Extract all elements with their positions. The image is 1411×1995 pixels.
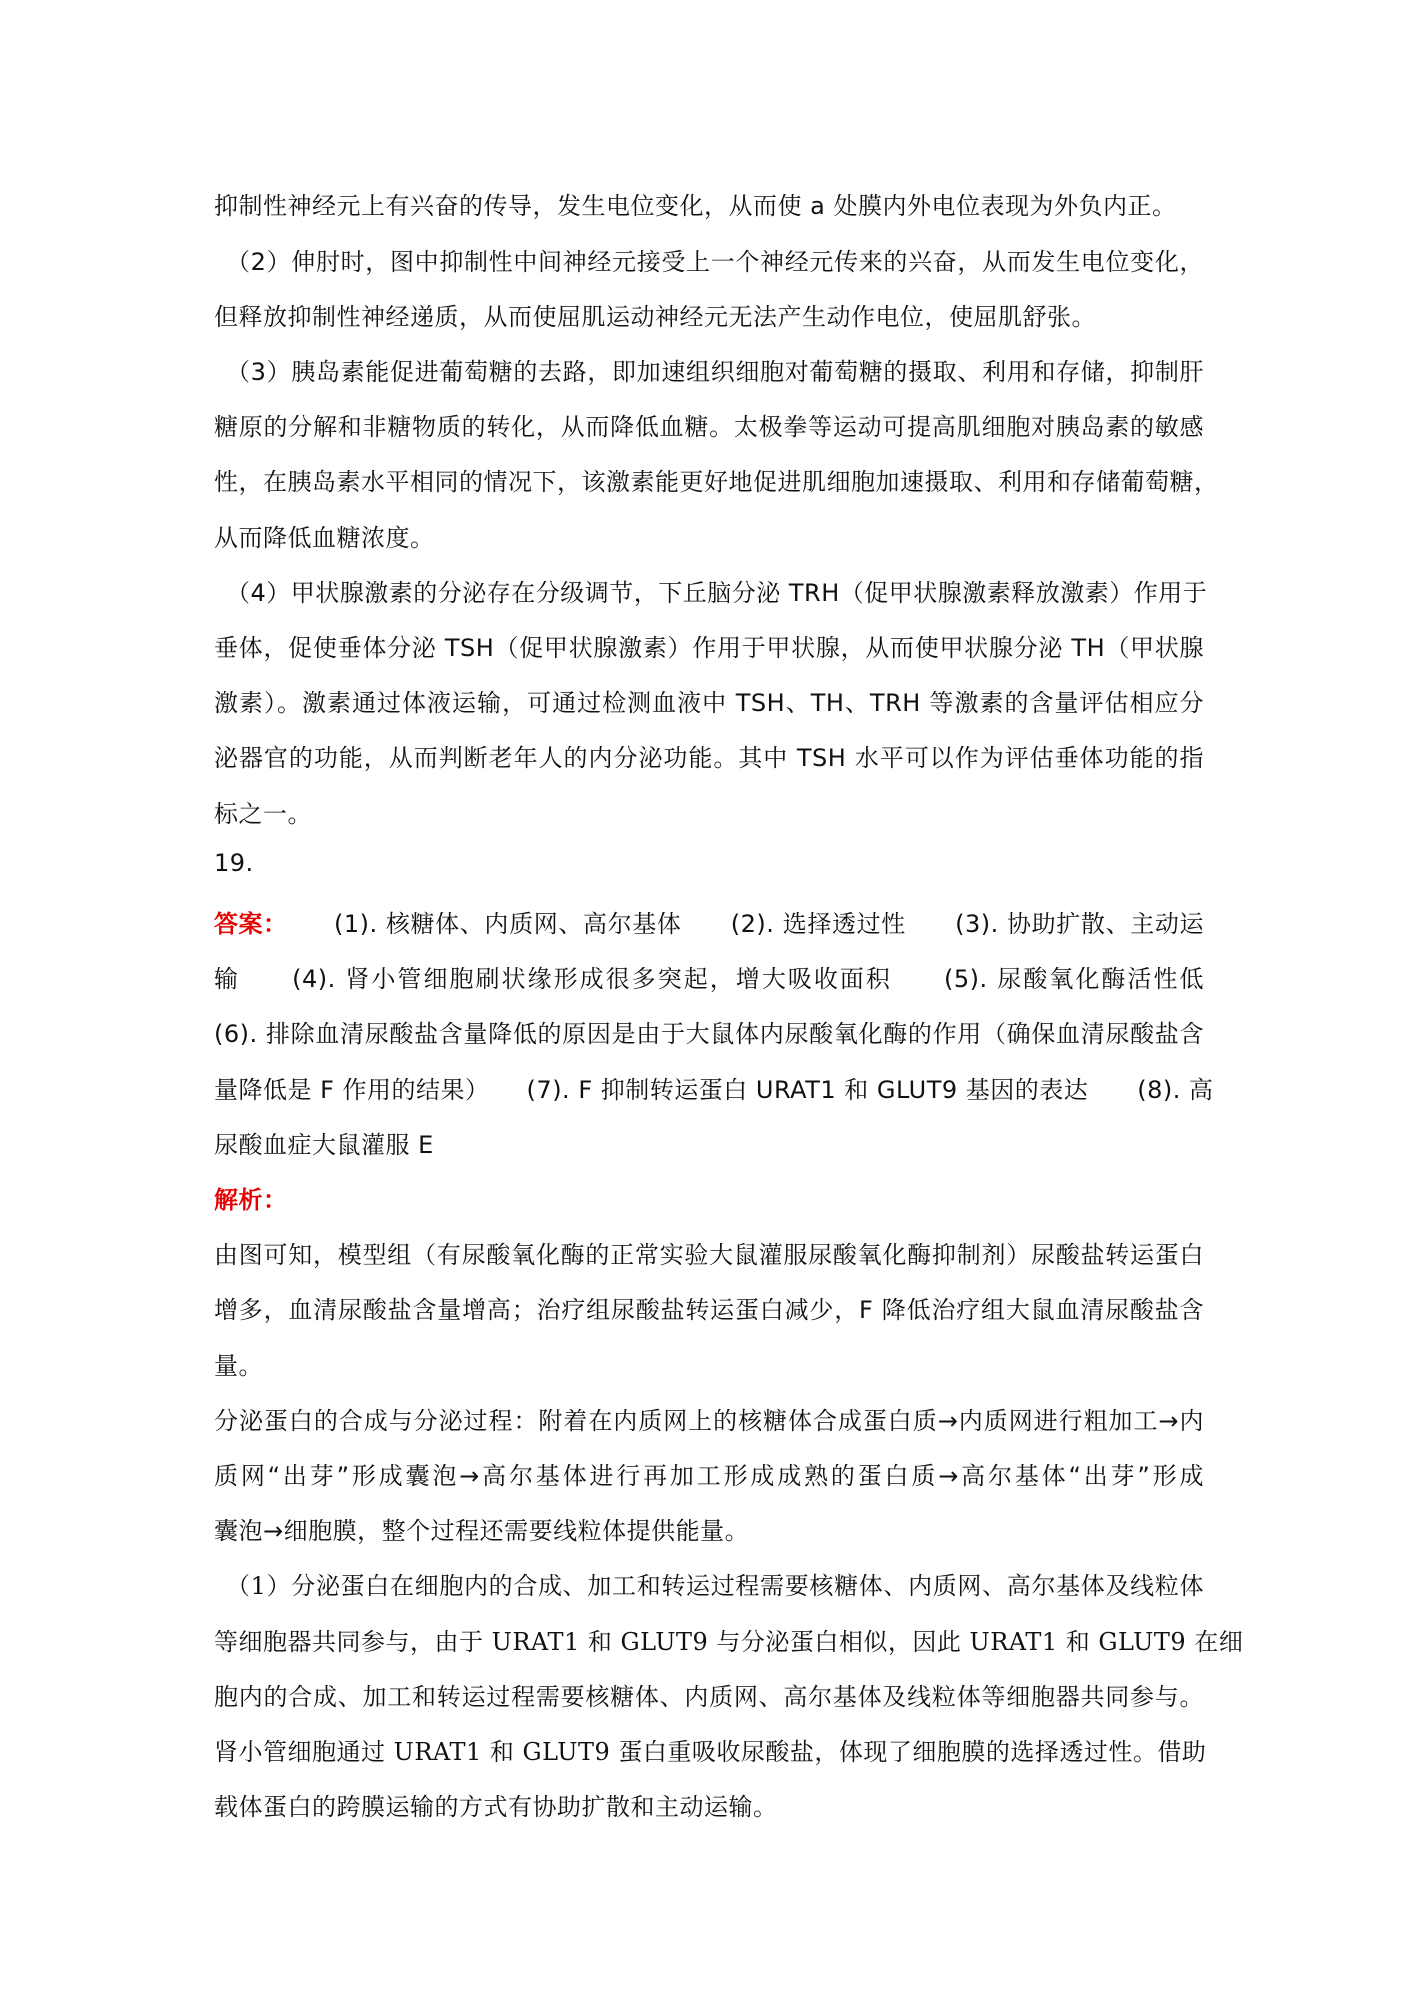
paragraph-line: （4）甲状腺激素的分泌存在分级调节，下丘脑分泌 TRH（促甲状腺激素释放激素）作用于 [226, 579, 1208, 607]
analysis-line: 量。 [214, 1352, 263, 1380]
answer-line: (6). 排除血清尿酸盐含量降低的原因是由于大鼠体内尿酸氧化酶的作用（确保血清尿酸盐含 [214, 1020, 1204, 1048]
paragraph-line: 激素）。激素通过体液运输，可通过检测血液中 TSH、TH、TRH 等激素的含量评估相应分 [214, 689, 1204, 717]
analysis-line: 由图可知，模型组（有尿酸氧化酶的正常实验大鼠灌服尿酸氧化酶抑制剂）尿酸盐转运蛋白 [214, 1241, 1204, 1269]
paragraph-line: 从而降低血糖浓度。 [214, 524, 435, 552]
analysis-line: 载体蛋白的跨膜运输的方式有协助扩散和主动运输。 [214, 1793, 778, 1821]
analysis-line: 质网“出芽”形成囊泡→高尔基体进行再加工形成成熟的蛋白质→高尔基体“出芽”形成 [214, 1462, 1204, 1490]
paragraph-line: 性，在胰岛素水平相同的情况下，该激素能更好地促进肌细胞加速摄取、利用和存储葡萄糖， [214, 468, 1219, 496]
analysis-line: （1）分泌蛋白在细胞内的合成、加工和转运过程需要核糖体、内质网、高尔基体及线粒体 [226, 1572, 1204, 1600]
answer-line: 输 (4). 肾小管细胞刷状缘形成很多突起，增大吸收面积 (5). 尿酸氧化酶活性低 [214, 965, 1204, 993]
paragraph-line: （2）伸肘时，图中抑制性中间神经元接受上一个神经元传来的兴奋，从而发生电位变化， [226, 248, 1204, 276]
answer-line: (1). 核糖体、内质网、高尔基体 (2). 选择透过性 (3). 协助扩散、主动运 [334, 910, 1204, 938]
analysis-line: 增多，血清尿酸盐含量增高；治疗组尿酸盐转运蛋白减少，F 降低治疗组大鼠血清尿酸盐含 [214, 1296, 1204, 1324]
answer-label: 答案： [214, 910, 288, 938]
analysis-line: 分泌蛋白的合成与分泌过程：附着在内质网上的核糖体合成蛋白质→内质网进行粗加工→内 [214, 1407, 1204, 1435]
analysis-line: 肾小管细胞通过 URAT1 和 GLUT9 蛋白重吸收尿酸盐，体现了细胞膜的选择透过性。借助 [214, 1738, 1207, 1766]
question-number: 19. [214, 849, 254, 877]
analysis-line: 胞内的合成、加工和转运过程需要核糖体、内质网、高尔基体及线粒体等细胞器共同参与。 [214, 1683, 1204, 1711]
paragraph-line: 泌器官的功能，从而判断老年人的内分泌功能。其中 TSH 水平可以作为评估垂体功能的指 [214, 744, 1204, 772]
paragraph-line: 抑制性神经元上有兴奋的传导，发生电位变化，从而使 a 处膜内外电位表现为外负内正。 [214, 192, 1177, 220]
analysis-label: 解析： [214, 1186, 288, 1214]
paragraph-line: （3）胰岛素能促进葡萄糖的去路，即加速组织细胞对葡萄糖的摄取、利用和存储，抑制肝 [226, 358, 1204, 386]
answer-line: 量降低是 F 作用的结果） (7). F 抑制转运蛋白 URAT1 和 GLUT9 基因的表达 (8). 高 [214, 1076, 1214, 1104]
paragraph-line: 垂体，促使垂体分泌 TSH（促甲状腺激素）作用于甲状腺，从而使甲状腺分泌 TH（甲状腺 [214, 634, 1204, 662]
paragraph-line: 标之一。 [214, 800, 312, 828]
analysis-line: 等细胞器共同参与，由于 URAT1 和 GLUT9 与分泌蛋白相似，因此 URAT1 和 GLUT9 在细 [214, 1628, 1244, 1656]
document-body [214, 0, 1244, 1995]
paragraph-line: 但释放抑制性神经递质，从而使屈肌运动神经元无法产生动作电位，使屈肌舒张。 [214, 303, 1096, 331]
analysis-line: 囊泡→细胞膜，整个过程还需要线粒体提供能量。 [214, 1517, 750, 1545]
answer-line: 尿酸血症大鼠灌服 E [214, 1131, 434, 1159]
paragraph-line: 糖原的分解和非糖物质的转化，从而降低血糖。太极拳等运动可提高肌细胞对胰岛素的敏感 [214, 413, 1204, 441]
